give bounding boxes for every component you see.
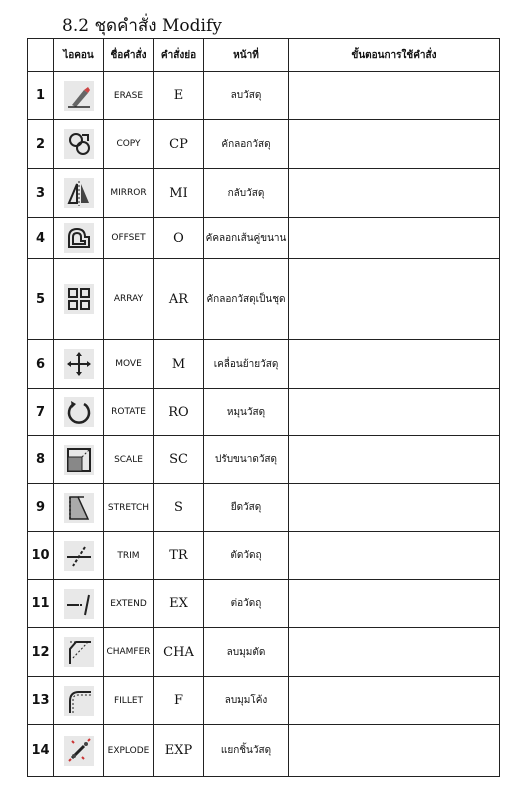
icon-cell xyxy=(54,120,104,169)
icon-cell xyxy=(54,436,104,484)
table-row xyxy=(28,436,500,484)
command-steps-cell xyxy=(289,259,500,340)
command-abbreviation: TR xyxy=(154,532,204,580)
table-header-row xyxy=(28,39,500,72)
icon-cell xyxy=(54,628,104,677)
command-abbreviation: CP xyxy=(154,120,204,169)
command-function: ลบวัสดุ xyxy=(204,72,289,120)
stretch-icon xyxy=(64,493,94,523)
command-name: STRETCH xyxy=(104,484,154,532)
command-abbreviation: EX xyxy=(154,580,204,628)
table-row xyxy=(28,259,500,340)
command-function: ลบมุมตัด xyxy=(204,628,289,677)
row-number: 11 xyxy=(28,580,54,628)
command-steps-cell xyxy=(289,72,500,120)
table-row xyxy=(28,218,500,259)
command-function: คัคลอกเส้นคู่ขนาน xyxy=(204,218,289,259)
command-function: ตัดวัดถุ xyxy=(204,532,289,580)
row-number: 13 xyxy=(28,677,54,725)
command-name: EXTEND xyxy=(104,580,154,628)
command-name: ARRAY xyxy=(104,259,154,340)
command-steps-cell xyxy=(289,169,500,218)
row-number: 12 xyxy=(28,628,54,677)
header-icon: ไอคอน xyxy=(54,39,104,72)
icon-cell xyxy=(54,72,104,120)
icon-cell xyxy=(54,218,104,259)
command-function: แยกชิ้นวัสดุ xyxy=(204,725,289,777)
extend-icon xyxy=(64,589,94,619)
command-steps-cell xyxy=(289,628,500,677)
command-abbreviation: AR xyxy=(154,259,204,340)
table-row xyxy=(28,677,500,725)
command-steps-cell xyxy=(289,580,500,628)
command-steps-cell xyxy=(289,389,500,436)
command-steps-cell xyxy=(289,484,500,532)
command-abbreviation: M xyxy=(154,340,204,389)
row-number: 8 xyxy=(28,436,54,484)
fillet-icon xyxy=(64,686,94,716)
icon-cell xyxy=(54,580,104,628)
command-abbreviation: RO xyxy=(154,389,204,436)
header-function: หน้าที่ xyxy=(204,39,289,72)
command-name: SCALE xyxy=(104,436,154,484)
table-row xyxy=(28,120,500,169)
icon-cell xyxy=(54,259,104,340)
icon-cell xyxy=(54,532,104,580)
table-row xyxy=(28,580,500,628)
command-name: TRIM xyxy=(104,532,154,580)
table-row xyxy=(28,72,500,120)
command-function: ต่อวัดถุ xyxy=(204,580,289,628)
command-steps-cell xyxy=(289,218,500,259)
scale-icon xyxy=(64,445,94,475)
row-number: 9 xyxy=(28,484,54,532)
modify-command-table xyxy=(27,38,500,777)
command-function: คักลอกวัสดุ xyxy=(204,120,289,169)
icon-cell xyxy=(54,340,104,389)
move-icon xyxy=(64,349,94,379)
icon-cell xyxy=(54,169,104,218)
row-number: 4 xyxy=(28,218,54,259)
row-number: 3 xyxy=(28,169,54,218)
command-abbreviation: F xyxy=(154,677,204,725)
row-number: 5 xyxy=(28,259,54,340)
command-function: ลบมุมโค้ง xyxy=(204,677,289,725)
explode-icon xyxy=(64,736,94,766)
icon-cell xyxy=(54,484,104,532)
command-name: ROTATE xyxy=(104,389,154,436)
table-row xyxy=(28,484,500,532)
command-abbreviation: CHA xyxy=(154,628,204,677)
command-abbreviation: S xyxy=(154,484,204,532)
offset-icon xyxy=(64,223,94,253)
command-name: OFFSET xyxy=(104,218,154,259)
icon-cell xyxy=(54,725,104,777)
command-function: ปรับขนาดวัสดุ xyxy=(204,436,289,484)
command-steps-cell xyxy=(289,677,500,725)
command-abbreviation: EXP xyxy=(154,725,204,777)
row-number: 2 xyxy=(28,120,54,169)
command-function: เคลื่อนย้ายวัสดุ xyxy=(204,340,289,389)
command-name: ERASE xyxy=(104,72,154,120)
command-steps-cell xyxy=(289,436,500,484)
command-name: COPY xyxy=(104,120,154,169)
rotate-icon xyxy=(64,397,94,427)
header-steps: ขั้นตอนการใช้คำสั่ง xyxy=(289,39,500,72)
table-row xyxy=(28,340,500,389)
chamfer-icon xyxy=(64,637,94,667)
command-function: ยืดวัสดุ xyxy=(204,484,289,532)
table-row xyxy=(28,389,500,436)
header-number xyxy=(28,39,54,72)
command-abbreviation: MI xyxy=(154,169,204,218)
command-name: CHAMFER xyxy=(104,628,154,677)
row-number: 10 xyxy=(28,532,54,580)
command-steps-cell xyxy=(289,120,500,169)
row-number: 14 xyxy=(28,725,54,777)
table-row xyxy=(28,532,500,580)
mirror-icon xyxy=(64,178,94,208)
table-row xyxy=(28,169,500,218)
command-name: FILLET xyxy=(104,677,154,725)
header-abbreviation: คำสั่งย่อ xyxy=(154,39,204,72)
erase-icon xyxy=(64,81,94,111)
command-name: EXPLODE xyxy=(104,725,154,777)
command-function: คักลอกวัสดุเป็นชุด xyxy=(204,259,289,340)
icon-cell xyxy=(54,389,104,436)
command-name: MOVE xyxy=(104,340,154,389)
icon-cell xyxy=(54,677,104,725)
trim-icon xyxy=(64,541,94,571)
command-abbreviation: SC xyxy=(154,436,204,484)
command-name: MIRROR xyxy=(104,169,154,218)
table-row xyxy=(28,628,500,677)
row-number: 7 xyxy=(28,389,54,436)
array-icon xyxy=(64,284,94,314)
copy-icon xyxy=(64,129,94,159)
command-steps-cell xyxy=(289,725,500,777)
section-title: 8.2 ชุดคำสั่ง Modify xyxy=(62,16,222,36)
command-abbreviation: E xyxy=(154,72,204,120)
command-abbreviation: O xyxy=(154,218,204,259)
table-row xyxy=(28,725,500,777)
command-function: หมุนวัสดุ xyxy=(204,389,289,436)
header-command-name: ชื่อคำสั่ง xyxy=(104,39,154,72)
command-steps-cell xyxy=(289,532,500,580)
row-number: 1 xyxy=(28,72,54,120)
command-function: กลับวัสดุ xyxy=(204,169,289,218)
command-steps-cell xyxy=(289,340,500,389)
row-number: 6 xyxy=(28,340,54,389)
